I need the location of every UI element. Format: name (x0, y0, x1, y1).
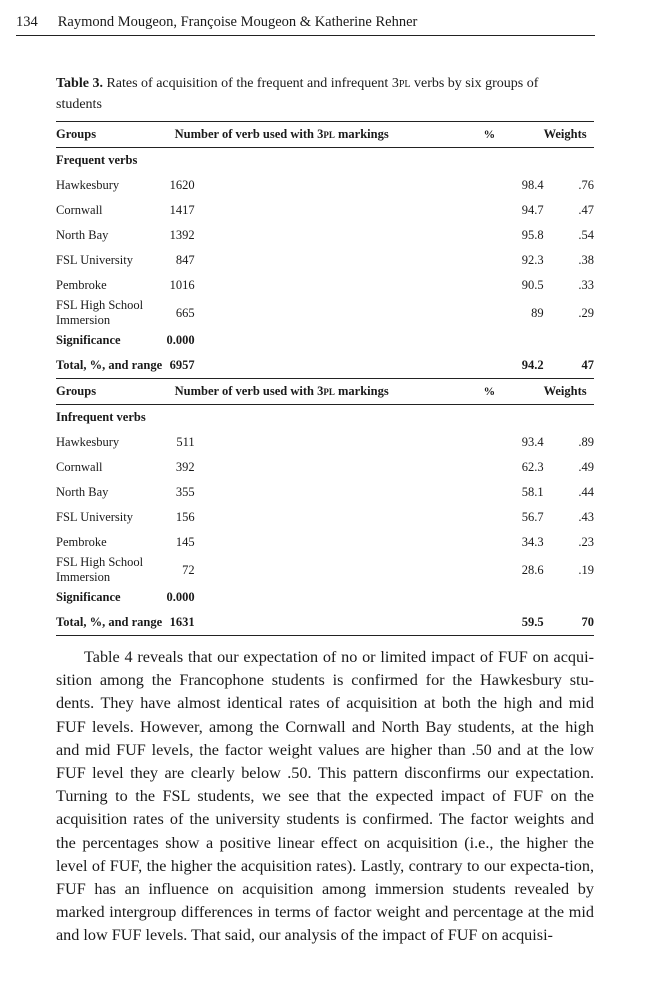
significance-row (56, 585, 594, 610)
total-count: 6957 (169, 358, 195, 372)
column-header-number-text-end: markings (334, 384, 389, 398)
table-row (56, 480, 594, 505)
cell-count-value: 1016 (169, 278, 195, 292)
cell-group: Cornwall (56, 460, 103, 474)
table-row (56, 530, 594, 555)
column-header-number-text: Number of verb used with (174, 384, 318, 398)
cell-percent: 98.4 (521, 178, 544, 192)
cell-count (165, 298, 484, 328)
column-header-weights: Weights (544, 122, 594, 148)
cell-count-value: 1392 (169, 228, 195, 242)
table-caption-smallcaps: 3pl (391, 76, 411, 91)
cell-count (165, 273, 484, 298)
significance-label: Significance (56, 590, 121, 604)
significance-label: Significance (56, 333, 121, 347)
cell-percent: 34.3 (521, 535, 544, 549)
section-label: Infrequent verbs (56, 410, 146, 424)
running-header (16, 14, 595, 36)
table-header-row (56, 379, 594, 405)
empty-cell (484, 328, 544, 353)
cell-weight: .29 (578, 305, 594, 320)
acquisition-rates-table (56, 121, 594, 636)
cell-group: FSL High School Immersion (56, 298, 144, 327)
table-caption-text-before: Rates of acquisition of the frequent and infrequent (106, 76, 389, 91)
table-row (56, 298, 594, 328)
column-header-groups: Groups (56, 122, 165, 148)
cell-percent: 94.7 (521, 203, 544, 217)
empty-cell (544, 328, 594, 353)
table-header-row (56, 122, 594, 148)
cell-count-value: 355 (175, 485, 195, 499)
cell-percent: 56.7 (521, 510, 544, 524)
cell-percent: 92.3 (521, 253, 544, 267)
column-header-percent: % (484, 122, 544, 148)
total-row (56, 610, 594, 636)
cell-percent: 89 (531, 305, 544, 320)
table-row (56, 455, 594, 480)
total-label: Total, %, and range (56, 353, 165, 379)
cell-weight: .44 (578, 485, 594, 499)
section-label: Frequent verbs (56, 153, 138, 167)
table-caption (56, 73, 586, 115)
table-row (56, 173, 594, 198)
significance-value: 0.000 (166, 333, 195, 347)
column-header-percent: % (484, 379, 544, 405)
cell-group: FSL High School Immersion (56, 555, 144, 584)
cell-group: Pembroke (56, 278, 107, 292)
total-row (56, 353, 594, 379)
cell-count-value: 72 (182, 562, 195, 577)
table-row (56, 505, 594, 530)
total-count-cell (165, 610, 484, 636)
cell-weight: .23 (578, 535, 594, 549)
cell-count (165, 430, 484, 455)
table-row (56, 223, 594, 248)
total-count-cell (165, 353, 484, 379)
cell-count (165, 248, 484, 273)
significance-cell (165, 328, 484, 353)
cell-count (165, 555, 484, 585)
table-caption-text-after: verbs by six groups of students (56, 76, 539, 112)
column-header-groups: Groups (56, 379, 165, 405)
empty-cell (484, 585, 544, 610)
table-row (56, 273, 594, 298)
cell-count-value: 392 (175, 460, 195, 474)
cell-percent: 95.8 (521, 228, 544, 242)
cell-group: FSL University (56, 253, 133, 267)
empty-cell (544, 585, 594, 610)
cell-count (165, 173, 484, 198)
cell-weight: .89 (578, 435, 594, 449)
column-header-number-smallcaps: 3pl (317, 127, 335, 141)
column-header-number (165, 379, 484, 405)
body-paragraph-container (56, 646, 594, 948)
table-row (56, 430, 594, 455)
table-section-row (56, 148, 594, 174)
cell-percent: 62.3 (521, 460, 544, 474)
cell-count (165, 530, 484, 555)
cell-count-value: 156 (175, 510, 195, 524)
cell-count-value: 665 (175, 305, 195, 320)
cell-count-value: 511 (176, 435, 195, 449)
cell-group: Pembroke (56, 535, 107, 549)
cell-count (165, 223, 484, 248)
cell-weight: .47 (578, 203, 594, 217)
cell-weight: .54 (578, 228, 594, 242)
total-percent: 94.2 (484, 353, 544, 379)
table-caption-label: Table 3. (56, 76, 103, 91)
cell-weight: .43 (578, 510, 594, 524)
body-paragraph: Table 4 reveals that our expectation of no or limited impact of FUF on acqui-sition among the Francophone students is confirmed for the Hawkesbury stu-dents. They have almost identical rates of acquisition at both the high and mid FUF levels. However, among the Cornwall and North Bay students, at the high and mid FUF levels, the factor weight values are higher than .50 and at the low FUF level they are clearly below .50. This pattern disconfirms our expectation. Turning to the FSL students, we see that the expected impact of FUF on the acquisition rates of the university students is confirmed. The factor weights and the percentages show a positive linear effect on acquisition (i.e., the higher the level of FUF, the higher the acquisition rates). Lastly, contrary to our expecta-tion, FUF has an influence on acquisition among immersion students revealed by marked intergroup differences in terms of factor weight and percentage at the mid and low FUF levels. That said, our analysis of the impact of FUF on acquisi- (56, 648, 594, 945)
cell-weight: .38 (578, 253, 594, 267)
running-header-authors: Raymond Mougeon, Françoise Mougeon & Katherine Rehner (57, 14, 418, 30)
cell-weight: .19 (578, 562, 594, 577)
cell-count (165, 505, 484, 530)
column-header-number-text: Number of verb used with (174, 127, 318, 141)
column-header-number-smallcaps: 3pl (317, 384, 335, 398)
cell-count-value: 847 (175, 253, 195, 267)
table-row (56, 248, 594, 273)
cell-weight: .76 (578, 178, 594, 192)
cell-weight: .49 (578, 460, 594, 474)
cell-count-value: 145 (175, 535, 195, 549)
total-range: 47 (544, 353, 594, 379)
cell-count (165, 198, 484, 223)
significance-row (56, 328, 594, 353)
column-header-number (165, 122, 484, 148)
cell-count-value: 1417 (169, 203, 195, 217)
cell-group: North Bay (56, 228, 109, 242)
total-percent: 59.5 (484, 610, 544, 636)
table-body (56, 122, 594, 636)
page-number: 134 (16, 14, 38, 30)
cell-count-value: 1620 (169, 178, 195, 192)
significance-cell (165, 585, 484, 610)
cell-group: FSL University (56, 510, 133, 524)
cell-weight: .33 (578, 278, 594, 292)
cell-count (165, 480, 484, 505)
total-range: 70 (544, 610, 594, 636)
table-section-row (56, 405, 594, 431)
column-header-weights: Weights (544, 379, 594, 405)
cell-group: North Bay (56, 485, 109, 499)
total-count: 1631 (169, 615, 195, 629)
cell-group: Hawkesbury (56, 435, 120, 449)
cell-count (165, 455, 484, 480)
cell-percent: 28.6 (521, 562, 544, 577)
cell-group: Cornwall (56, 203, 103, 217)
significance-value: 0.000 (166, 590, 195, 604)
table-row (56, 198, 594, 223)
cell-percent: 90.5 (521, 278, 544, 292)
cell-percent: 93.4 (521, 435, 544, 449)
table-row (56, 555, 594, 585)
total-label: Total, %, and range (56, 610, 165, 636)
cell-percent: 58.1 (521, 485, 544, 499)
column-header-number-text-end: markings (334, 127, 389, 141)
cell-group: Hawkesbury (56, 178, 120, 192)
